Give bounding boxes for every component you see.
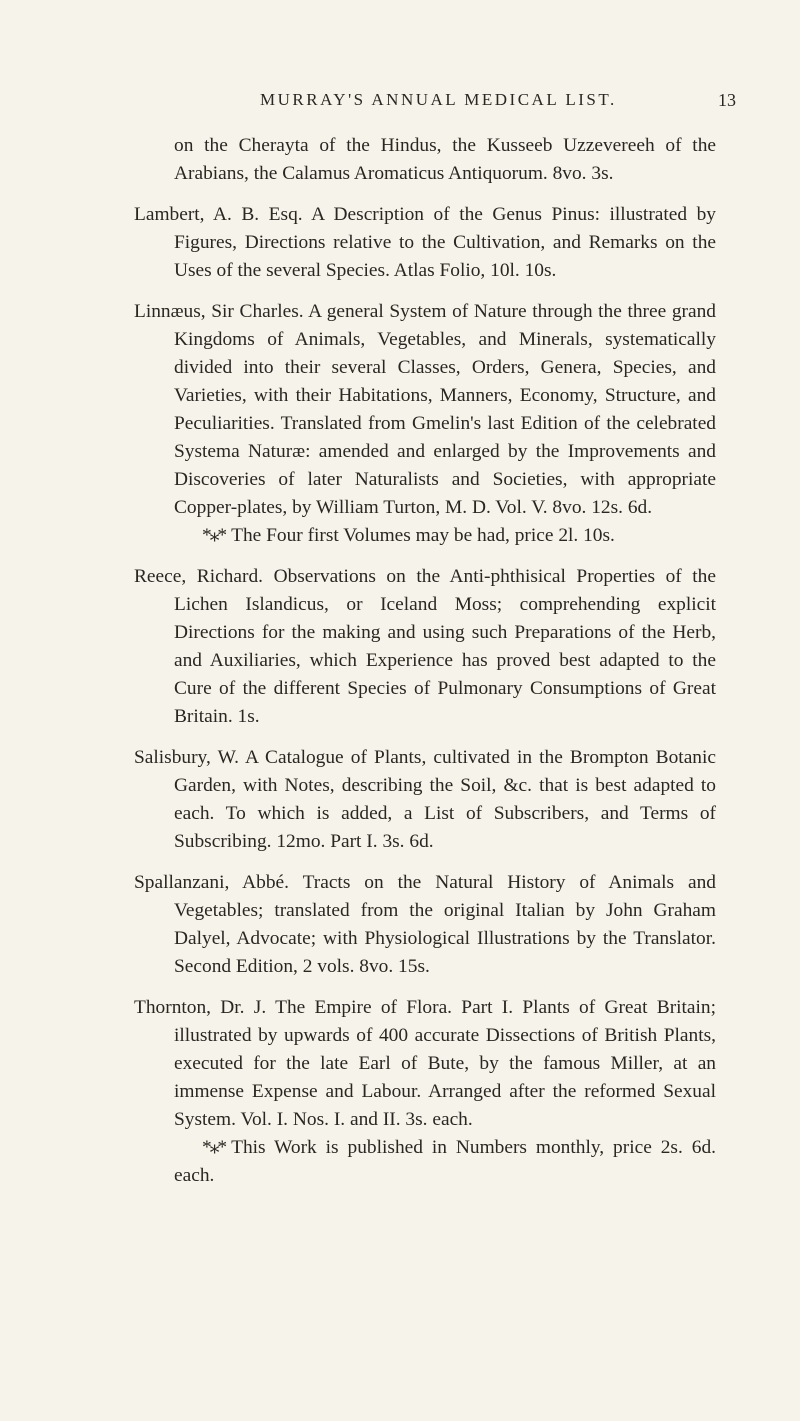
running-head — [134, 86, 736, 118]
asterism-mark: *⁎* — [202, 525, 226, 546]
entry-note — [174, 522, 716, 550]
entry-author: Spallanzani, Abbé. — [134, 872, 290, 893]
entry-note-text: The Four first Volumes may be had, price 2l. 10s. — [231, 525, 615, 546]
catalogue-entry — [134, 869, 716, 981]
entry-author: Reece, Richard. — [134, 566, 263, 587]
entry-text: A Description of the Genus Pinus: illustrated by Figures, Directions relative to the Cultivation, and Remarks on the Uses of the several Species. Atlas Folio, 10l. 10s. — [174, 204, 716, 281]
page-number: 13 — [718, 90, 736, 110]
entry-text: A general System of Nature through the three grand Kingdoms of Animals, Vegetables, and Minerals, systematically divided into their several Classes, Orders, Genera, Species, and Varieties, with their Habitations, Manners, Economy, Structure, and Peculiarities. Translated from Gmelin's last Edition of the celebrated Systema Naturæ: amended and enlarged by the Improvements and Discoveries of later Naturalists and Societies, with appropriate Copper-plates, by William Turton, M. D. Vol. V. 8vo. 12s. 6d. — [174, 301, 716, 518]
catalogue-entry — [134, 298, 716, 550]
entry-text: on the Cherayta of the Hindus, the Kusseeb Uzzevereeh of the Arabians, the Calamus Aromaticus Antiquorum. 8vo. 3s. — [174, 135, 716, 184]
catalogue-entry — [134, 132, 716, 188]
catalogue-entry — [134, 563, 716, 731]
entry-author: Salisbury, W. — [134, 747, 239, 768]
entry-author: Lambert, A. B. Esq. — [134, 204, 303, 225]
catalogue-entry — [134, 201, 716, 285]
entry-note — [174, 1134, 716, 1190]
catalogue-entry — [134, 994, 716, 1190]
entry-text: Observations on the Anti-phthisical Properties of the Lichen Islandicus, or Iceland Moss; comprehending explicit Directions for the making and using such Preparations of the Herb, and Auxiliaries, which Experience has proved best adapted to the Cure of the different Species of Pulmonary Consumptions of Great Britain. 1s. — [174, 566, 716, 727]
running-title: MURRAY'S ANNUAL MEDICAL LIST. — [260, 90, 617, 109]
catalogue-entry — [134, 744, 716, 856]
entry-text: Tracts on the Natural History of Animals and Vegetables; translated from the original Italian by John Graham Dalyel, Advocate; with Physiological Illustrations by the Translator. Second Edition, 2 vols. 8vo. 15s. — [174, 872, 716, 977]
entry-author: Thornton, Dr. J. — [134, 997, 267, 1018]
asterism-mark: *⁎* — [202, 1137, 226, 1158]
catalogue-entries — [134, 132, 716, 1190]
entry-text: A Catalogue of Plants, cultivated in the Brompton Botanic Garden, with Notes, describing the Soil, &c. that is best adapted to each. To which is added, a List of Subscribers, and Terms of Subscribing. 12mo. Part I. 3s. 6d. — [174, 747, 716, 852]
entry-author: Linnæus, Sir Charles. — [134, 301, 304, 322]
entry-text: The Empire of Flora. Part I. Plants of Great Britain; illustrated by upwards of 400 accurate Dissections of British Plants, executed for the late Earl of Bute, by the famous Miller, at an immense Expense and Labour. Arranged after the reformed Sexual System. Vol. I. Nos. I. and II. 3s. each. — [174, 997, 717, 1130]
entry-note-text: This Work is published in Numbers monthly, price 2s. 6d. each. — [174, 1137, 716, 1186]
